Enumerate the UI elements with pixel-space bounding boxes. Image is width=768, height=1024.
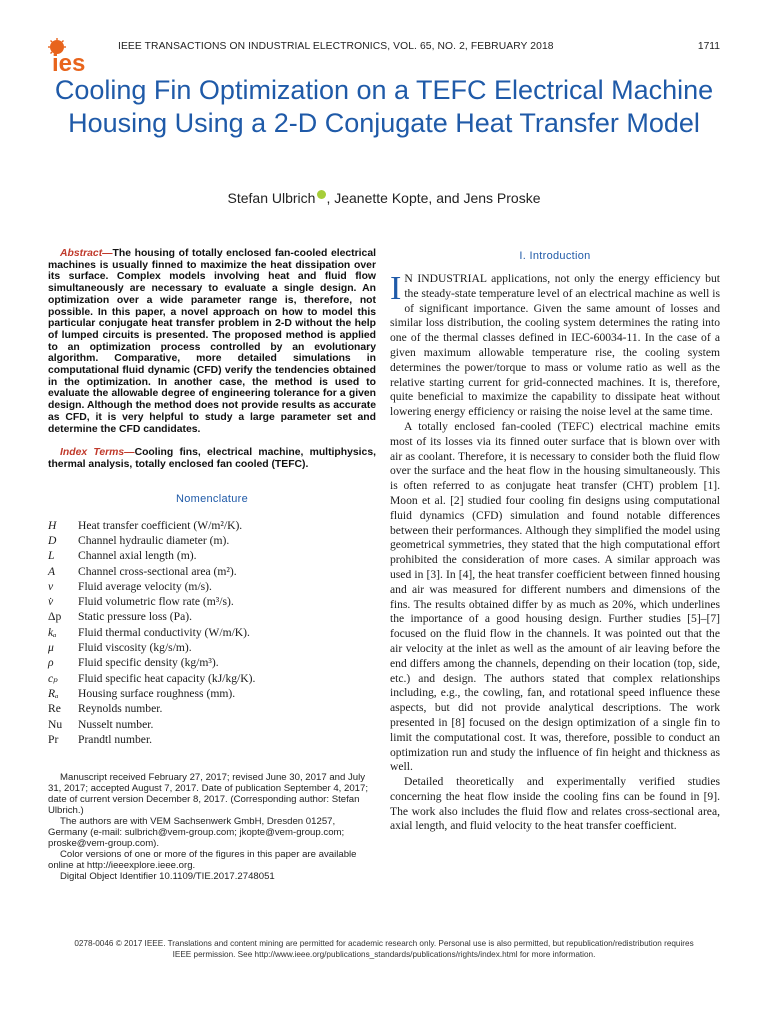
- page-number: 1711: [697, 41, 720, 52]
- nomenclature-row: [48, 671, 376, 686]
- left-column: [48, 248, 376, 882]
- intro-paragraph-1: [390, 272, 720, 420]
- nomenclature-row: [48, 564, 376, 579]
- ies-logo-icon: [48, 38, 110, 74]
- nomenclature-row: [48, 717, 376, 732]
- abstract: [48, 248, 376, 435]
- nomenclature-row: [48, 518, 376, 533]
- author-affiliation: The authors are with VEM Sachsenwerk GmbH, Dresden 01257, Germany (e-mail: sulbrich@vem-group.com; jkopte@vem-group.com; proske@vem-group.com).: [48, 816, 345, 850]
- abstract-text: The housing of totally enclosed fan-cooled electrical machines is usually finned to maximize the heat dissipation over its surface. Complex models involving heat and fluid flow simultaneously are necessary to evaluate a single design. An optimization over a wide parameter range is, therefore, not possible. In this paper, a novel approach on how to model this particular conjugate heat transfer problem in 2-D without the help of lumped circuits is presented. The proposed method is applied to an optimization process controlled by an evolutionary algorithm. Comparative, more detailed simulations in computational fluid dynamic (CFD) verify the tendencies obtained in the optimization. In another case, the method is used to evaluate the allowable degree of engineering tolerance for a given design. Although the method does not provide results as accurate as CFD, it is very helpful to study a large parameter set and determine the CFD candidates.: [48, 248, 376, 435]
- index-terms-text: Cooling fins, electrical machine, multiphysics, thermal analysis, totally enclosed fan cooled (TEFC).: [48, 447, 377, 470]
- nomenclature-row: [48, 594, 376, 609]
- right-column: [390, 248, 720, 834]
- nomenclature-definition: Fluid specific heat capacity (kJ/kg/K).: [78, 671, 256, 685]
- nomenclature-symbol: Δp: [48, 610, 62, 624]
- nomenclature-symbol: Pr: [48, 732, 59, 746]
- nomenclature-list: [48, 518, 376, 747]
- nomenclature-row: [48, 625, 376, 640]
- first-page-footnote: [48, 772, 376, 882]
- doi: Digital Object Identifier 10.1109/TIE.2017.2748051: [60, 871, 275, 883]
- nomenclature-definition: Fluid average velocity (m/s).: [78, 579, 212, 593]
- index-terms-lead: Index Terms—: [60, 447, 135, 459]
- nomenclature-definition: Fluid specific density (kg/m³).: [78, 656, 219, 670]
- nomenclature-definition: Channel axial length (m).: [78, 549, 197, 563]
- nomenclature-definition: Prandtl number.: [78, 732, 153, 746]
- nomenclature-definition: Fluid viscosity (kg/s/m).: [78, 641, 192, 655]
- intro-paragraph-2: A totally enclosed fan-cooled (TEFC) electrical machine emits most of its losses via its finned outer surface that is blown over with air as coolant. Therefore, it is necessary to consider both the fluid flow over the surface and the heat flow in the housing simultaneously. This is often referred to as conjugate heat transfer (CHT) problem [1]. Moon et al. [2] studied four cooling fin designs using computational fluid dynamics (CFD) simulation and found notable differences between their performances. Although they simplified the model using geometrical symmetries, they stated that the high computational effort prohibited the consideration of more cases. A similar approach was used in [3]. In [4], the heat transfer coefficient between finned housing and air was measured for different numbers and dimensions of the fins. The results obtained differ by as much as 20%, which underlines the importance of a good housing design. Further studies [5]–[7] focused on the fluid flow in the channels. It was pointed out that the air velocity at the inlet as well as the amount of air leaving before the end differs among the channels, depending on their location (top, side, etc.) and design. The authors stated that complex relationships including, e.g., the cowling, fan, and rotational speed influence these aspects, but did not provide analytical descriptions. The work presented in [8] focused on the design optimization of a single fin to limit the computational cost. It was, therefore, possible to conduct an optimization run and study the influence of fin height and thickness as well.: [390, 419, 720, 774]
- nomenclature-row: [48, 655, 376, 670]
- nomenclature-definition: Static pressure loss (Pa).: [78, 610, 192, 624]
- nomenclature-definition: Channel cross-sectional area (m²).: [78, 564, 237, 578]
- nomenclature-symbol: v̇: [48, 595, 54, 609]
- index-terms: [48, 447, 376, 470]
- journal-name: IEEE TRANSACTIONS ON INDUSTRIAL ELECTRONICS, VOL. 65, NO. 2, FEBRUARY 2018: [118, 41, 554, 52]
- nomenclature-row: [48, 609, 376, 624]
- running-header: [48, 38, 720, 74]
- nomenclature-definition: Fluid thermal conductivity (W/m/K).: [78, 625, 250, 639]
- nomenclature-symbol: Rₐ: [48, 686, 59, 700]
- author-rest: , Jeanette Kopte, and Jens Proske: [326, 190, 541, 206]
- copyright-notice: 0278-0046 © 2017 IEEE. Translations and content mining are permitted for academic research only. Personal use is also permitted, but republication/redistribution requires IEEE permission. See http://www.ieee.org/publications_standards/publications/rights/index.html for more information.: [74, 939, 694, 959]
- introduction-heading: I. Introduction: [519, 250, 591, 262]
- nomenclature-definition: Channel hydraulic diameter (m).: [78, 533, 230, 547]
- nomenclature-symbol: Nu: [48, 717, 63, 731]
- nomenclature-symbol: Re: [48, 702, 61, 716]
- nomenclature-definition: Reynolds number.: [78, 702, 163, 716]
- manuscript-received: Manuscript received February 27, 2017; revised June 30, 2017 and July 31, 2017; accepted August 7, 2017. Date of publication September 4, 2017; date of current version December 8, 2017. (Corresponding author: Stefan Ulbrich.): [48, 772, 369, 817]
- paper-title: Cooling Fin Optimization on a TEFC Electrical Machine Housing Using a 2-D Conjugate Heat Transfer Model: [54, 75, 714, 138]
- nomenclature-symbol: ρ: [48, 656, 54, 670]
- drop-cap: I: [390, 270, 402, 307]
- nomenclature-symbol: L: [48, 549, 55, 563]
- nomenclature-symbol: D: [48, 533, 57, 547]
- nomenclature-row: [48, 579, 376, 594]
- nomenclature-definition: Heat transfer coefficient (W/m²/K).: [78, 518, 243, 532]
- nomenclature-symbol: cₚ: [48, 671, 58, 685]
- nomenclature-definition: Fluid volumetric flow rate (m³/s).: [78, 595, 234, 609]
- nomenclature-row: [48, 732, 376, 747]
- nomenclature-heading: Nomenclature: [175, 492, 249, 505]
- nomenclature-row: [48, 701, 376, 716]
- nomenclature-definition: Housing surface roughness (mm).: [78, 686, 236, 700]
- nomenclature-row: [48, 686, 376, 701]
- nomenclature-definition: Nusselt number.: [78, 717, 154, 731]
- nomenclature-symbol: μ: [48, 641, 54, 655]
- nomenclature-symbol: v: [48, 579, 54, 593]
- author-list: [40, 190, 728, 206]
- nomenclature-symbol: kₐ: [48, 625, 57, 639]
- nomenclature-symbol: H: [48, 518, 57, 532]
- nomenclature-row: [48, 640, 376, 655]
- abstract-lead: Abstract—: [60, 248, 113, 259]
- nomenclature-symbol: A: [48, 564, 56, 578]
- nomenclature-row: [48, 548, 376, 563]
- author-first: Stefan Ulbrich: [227, 190, 316, 206]
- color-versions-note: Color versions of one or more of the figures in this paper are available online at http://ieeexplore.ieee.org.: [48, 849, 357, 872]
- nomenclature-row: [48, 533, 376, 548]
- intro-paragraph-1-text: N INDUSTRIAL applications, not only the energy efficiency but the steady-state temperature level of an electrical machine as well is of significant importance. Given the same amount of losses and similar loss distribution, the cooling system determines the rating into one of the thermal classes defined in IEC-60034-11. In the case of a given maximum allowable temperature rise, the cooling system determines the power/torque to mass or volume ratio as well as the relative starting current for grid-connected machines. It is, therefore, quite beneficial to maximize the capability to dissipate heat without lowering energy efficiency or raising the noise level at the same time.: [390, 272, 720, 419]
- intro-paragraph-3: Detailed theoretically and experimentally verified studies concerning the heat flow inside the cooling fins can be found in [9]. The work also includes the fluid flow and relates cross-sectional area, axial length, and fluid velocity to the heat transfer coefficient.: [390, 775, 720, 833]
- logo-text: ies: [52, 50, 86, 74]
